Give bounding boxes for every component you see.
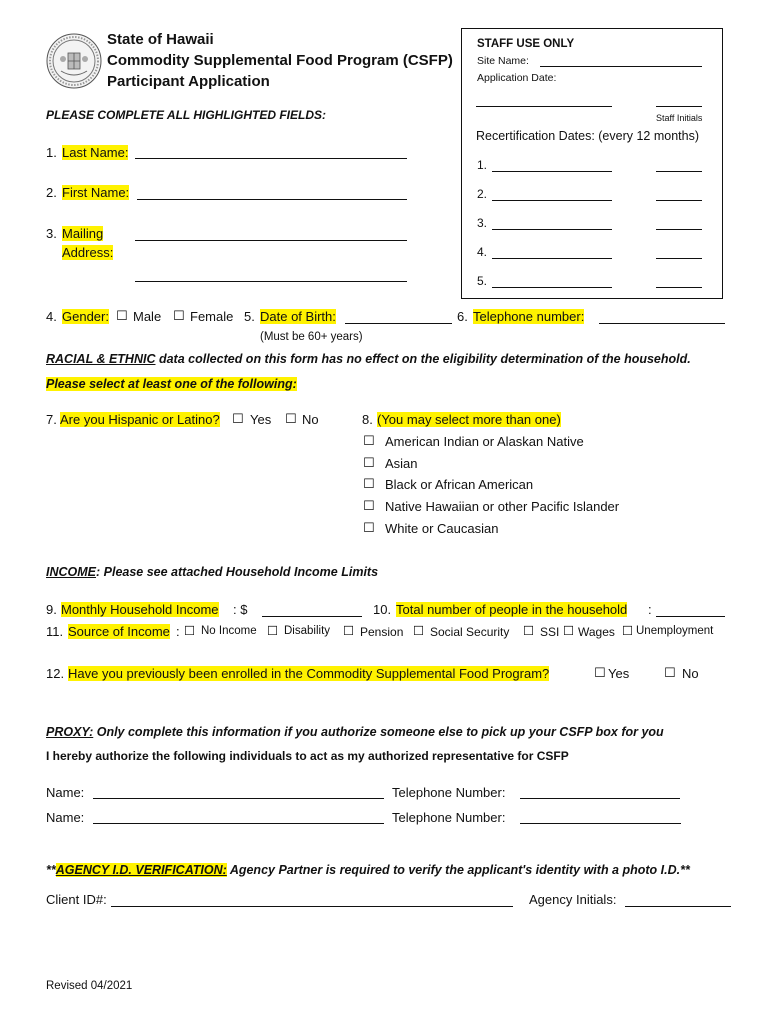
- staff-title: STAFF USE ONLY: [477, 38, 575, 50]
- header-title-state: State of Hawaii: [107, 31, 214, 48]
- mailing-address-field-1[interactable]: [135, 240, 407, 241]
- income-source-checkbox[interactable]: ☐: [184, 624, 196, 638]
- gender-label: Gender:: [62, 309, 109, 324]
- telephone-label: Telephone number:: [473, 309, 585, 324]
- proxy-name-field-1[interactable]: [93, 798, 384, 799]
- proxy-phone-label: Telephone Number:: [392, 810, 506, 825]
- mailing-address-label-2: Address:: [62, 245, 114, 260]
- income-source-checkbox[interactable]: ☐: [523, 624, 535, 638]
- q5-number: 5.: [244, 309, 255, 324]
- instructions-heading: PLEASE COMPLETE ALL HIGHLIGHTED FIELDS:: [46, 108, 327, 122]
- proxy-phone-label: Telephone Number:: [392, 785, 506, 800]
- recert-num: 5.: [477, 274, 488, 288]
- recert-initials-field[interactable]: [656, 287, 702, 288]
- hispanic-no-checkbox[interactable]: ☐: [285, 411, 297, 426]
- telephone-field[interactable]: [599, 323, 725, 324]
- recert-date-field[interactable]: [492, 200, 612, 201]
- agency-initials-field[interactable]: [625, 906, 731, 907]
- male-checkbox[interactable]: ☐: [116, 308, 128, 323]
- income-source-option: No Income: [201, 625, 257, 637]
- staff-initials-label: Staff Initials: [656, 113, 703, 123]
- first-name-label: First Name:: [62, 185, 130, 200]
- recert-initials-field[interactable]: [656, 171, 702, 172]
- recert-initials-field[interactable]: [656, 229, 702, 230]
- race-select-label: (You may select more than one): [377, 412, 561, 427]
- dob-note: (Must be 60+ years): [260, 331, 363, 343]
- recert-date-field[interactable]: [492, 171, 612, 172]
- income-heading-underlined: INCOME: [46, 565, 96, 579]
- proxy-heading-underlined: PROXY:: [46, 725, 94, 739]
- proxy-phone-field-2[interactable]: [520, 823, 681, 824]
- q9-number: 9.: [46, 602, 57, 617]
- income-source-option: Disability: [284, 625, 331, 637]
- q10-number: 10.: [373, 602, 392, 617]
- female-checkbox[interactable]: ☐: [173, 308, 185, 323]
- dob-field[interactable]: [345, 323, 452, 324]
- client-id-field[interactable]: [111, 906, 513, 907]
- monthly-income-dollar: : $: [233, 602, 248, 617]
- race-option-label: Black or African American: [385, 477, 534, 492]
- monthly-income-field[interactable]: [262, 616, 362, 617]
- income-source-option: Pension: [360, 625, 404, 639]
- race-checkbox[interactable]: ☐: [363, 520, 375, 535]
- q8-number: 8.: [362, 412, 373, 427]
- recert-initials-field[interactable]: [656, 258, 702, 259]
- income-source-checkbox[interactable]: ☐: [413, 624, 425, 638]
- q4-number: 4.: [46, 309, 57, 324]
- household-size-colon: :: [648, 602, 652, 617]
- q2-number: 2.: [46, 185, 57, 200]
- q12-number: 12.: [46, 666, 65, 681]
- application-date-field[interactable]: [476, 106, 612, 107]
- state-seal-icon: [46, 33, 102, 89]
- race-option-label: White or Caucasian: [385, 521, 499, 536]
- income-heading: [46, 565, 378, 579]
- staff-initials-field[interactable]: [656, 106, 702, 107]
- q1-number: 1.: [46, 145, 57, 160]
- proxy-name-label: Name:: [46, 785, 85, 800]
- previous-enrollment-yes-checkbox[interactable]: ☐: [594, 665, 606, 680]
- dob-label: Date of Birth:: [260, 309, 336, 324]
- recertification-label: Recertification Dates: (every 12 months): [476, 129, 700, 143]
- recert-date-field[interactable]: [492, 258, 612, 259]
- race-checkbox[interactable]: ☐: [363, 476, 375, 491]
- proxy-authorize-statement: I hereby authorize the following individuals to act as my authorized representative for CSFP: [46, 749, 569, 763]
- income-source-option: Unemployment: [636, 625, 714, 637]
- last-name-field[interactable]: [135, 158, 407, 159]
- agency-heading-prefix: **: [46, 863, 56, 877]
- recert-initials-field[interactable]: [656, 200, 702, 201]
- q3-number: 3.: [46, 226, 57, 241]
- income-source-option: SSI: [540, 625, 560, 639]
- q6-number: 6.: [457, 309, 468, 324]
- race-checkbox[interactable]: ☐: [363, 498, 375, 513]
- agency-initials-label: Agency Initials:: [529, 892, 617, 907]
- first-name-field[interactable]: [137, 199, 407, 200]
- proxy-phone-field-1[interactable]: [520, 798, 680, 799]
- proxy-heading-text: Only complete this information if you authorize someone else to pick up your CSFP box for you: [93, 725, 664, 739]
- income-source-checkbox[interactable]: ☐: [563, 624, 575, 638]
- mailing-address-field-2[interactable]: [135, 281, 407, 282]
- racial-select-note: Please select at least one of the following:: [46, 377, 297, 391]
- proxy-heading: [46, 725, 664, 739]
- site-name-field[interactable]: [540, 66, 702, 67]
- male-label: Male: [133, 309, 162, 324]
- racial-heading: [46, 352, 691, 366]
- agency-heading: [46, 863, 690, 877]
- last-name-label: Last Name:: [62, 145, 129, 160]
- application-date-label: Application Date:: [477, 72, 557, 84]
- race-option-label: Asian: [385, 456, 418, 471]
- hispanic-no-label: No: [302, 412, 319, 427]
- recert-num: 2.: [477, 187, 488, 201]
- income-heading-text: : Please see attached Household Income Limits: [96, 565, 379, 579]
- agency-heading-text: Agency Partner is required to verify the applicant's identity with a photo I.D.**: [226, 863, 690, 877]
- previous-enrollment-no-checkbox[interactable]: ☐: [664, 665, 676, 680]
- proxy-name-field-2[interactable]: [93, 823, 384, 824]
- income-source-option: Wages: [578, 625, 615, 639]
- header-title-application: Participant Application: [107, 73, 270, 90]
- header-title-program: Commodity Supplemental Food Program (CSFP): [107, 52, 453, 69]
- previous-enrollment-yes-label: Yes: [608, 666, 630, 681]
- q11-number: 11.: [46, 624, 64, 639]
- race-checkbox[interactable]: ☐: [363, 433, 375, 448]
- racial-heading-text: data collected on this form has no effect on the eligibility determination of the household.: [155, 352, 691, 366]
- mailing-address-label: Mailing: [62, 226, 104, 241]
- hispanic-yes-label: Yes: [250, 412, 272, 427]
- recert-date-field[interactable]: [492, 287, 612, 288]
- q7-number: 7.: [46, 412, 57, 427]
- household-size-field[interactable]: [656, 616, 725, 617]
- income-source-checkbox[interactable]: ☐: [343, 624, 355, 638]
- income-source-colon: :: [176, 624, 180, 639]
- client-id-label: Client ID#:: [46, 892, 107, 907]
- race-checkbox[interactable]: ☐: [363, 455, 375, 470]
- income-source-option: Social Security: [430, 625, 510, 639]
- monthly-income-label: Monthly Household Income: [61, 602, 219, 617]
- income-source-checkbox[interactable]: ☐: [267, 624, 279, 638]
- previous-enrollment-no-label: No: [682, 666, 699, 681]
- site-name-label: Site Name:: [477, 55, 529, 67]
- hispanic-yes-checkbox[interactable]: ☐: [232, 411, 244, 426]
- racial-heading-underlined: RACIAL & ETHNIC: [46, 352, 156, 366]
- proxy-name-label: Name:: [46, 810, 85, 825]
- recert-num: 4.: [477, 245, 488, 259]
- income-source-checkbox[interactable]: ☐: [622, 624, 634, 638]
- hispanic-label: Are you Hispanic or Latino?: [60, 412, 220, 427]
- household-size-label: Total number of people in the household: [396, 602, 628, 617]
- recert-date-field[interactable]: [492, 229, 612, 230]
- recert-num: 1.: [477, 158, 488, 172]
- revised-date: Revised 04/2021: [46, 980, 133, 992]
- agency-heading-underlined: AGENCY I.D. VERIFICATION:: [55, 863, 227, 877]
- previous-enrollment-label: Have you previously been enrolled in the Commodity Supplemental Food Program?: [68, 666, 550, 681]
- race-option-label: American Indian or Alaskan Native: [385, 434, 584, 449]
- recert-num: 3.: [477, 216, 488, 230]
- race-option-label: Native Hawaiian or other Pacific Islander: [385, 499, 620, 514]
- female-label: Female: [190, 309, 234, 324]
- income-source-label: Source of Income: [68, 624, 170, 639]
